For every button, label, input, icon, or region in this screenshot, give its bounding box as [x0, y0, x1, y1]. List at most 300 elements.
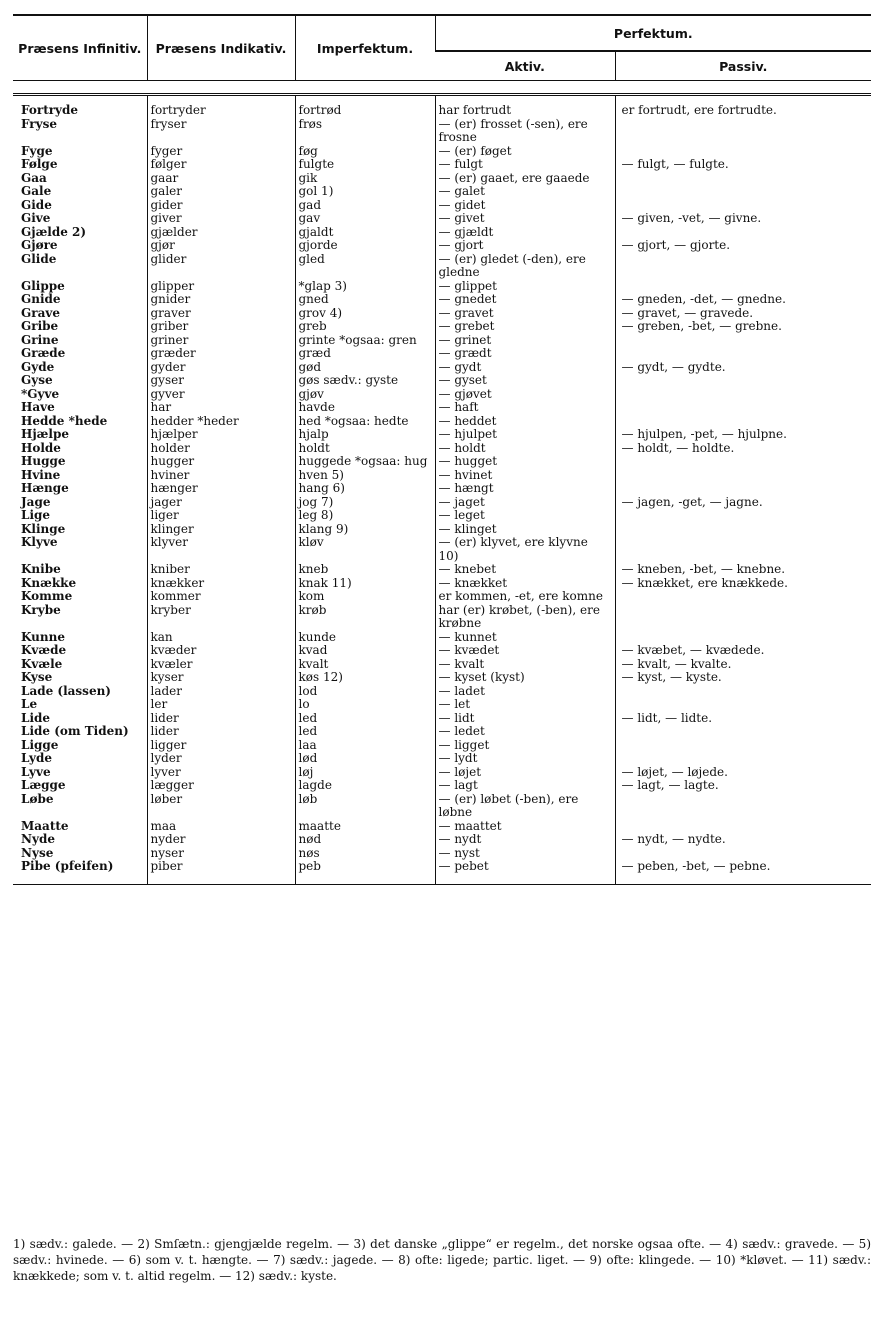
aktiv-cell: — haft	[435, 401, 615, 415]
aktiv-cell: — (er) klyvet, ere klyvne 10)	[435, 536, 615, 563]
table-row	[13, 428, 871, 442]
imperfektum-cell: gad	[295, 199, 435, 213]
infinitiv-cell: Lyve	[21, 764, 51, 779]
infinitiv-cell: Følge	[21, 157, 58, 171]
table-row	[13, 793, 871, 820]
passiv-cell	[615, 847, 871, 861]
table-row	[13, 361, 871, 375]
imperfektum-cell: grinte *ogsaa: gren	[295, 334, 435, 348]
indikativ-cell: hugger	[147, 455, 295, 469]
imperfektum-cell: kunde	[295, 631, 435, 645]
passiv-cell	[615, 536, 871, 563]
infinitiv-cell: Lide (om Tiden)	[21, 724, 129, 738]
infinitiv-cell: Fortryde	[21, 103, 79, 117]
imperfektum-cell: hed *ogsaa: hedte	[295, 415, 435, 429]
passiv-cell: er fortrudt, ere fortrudte.	[615, 95, 871, 118]
infinitiv-cell: Lade (lassen)	[21, 683, 111, 698]
imperfektum-cell: lagde	[295, 779, 435, 793]
indikativ-cell: kryber	[147, 604, 295, 631]
table-row	[13, 712, 871, 726]
indikativ-cell: lader	[147, 685, 295, 699]
passiv-cell	[615, 401, 871, 415]
indikativ-cell: giver	[147, 212, 295, 226]
table-bottom-rule	[13, 884, 871, 885]
infinitiv-cell: Lyde	[21, 751, 53, 765]
indikativ-cell: graver	[147, 307, 295, 321]
infinitiv-cell: Løbe	[21, 791, 54, 806]
table-row	[13, 347, 871, 361]
imperfektum-cell: grov 4)	[295, 307, 435, 321]
passiv-cell	[615, 185, 871, 199]
table-row	[13, 590, 871, 604]
infinitiv-cell: Fryse	[21, 116, 57, 131]
indikativ-cell: gider	[147, 199, 295, 213]
imperfektum-cell: gol 1)	[295, 185, 435, 199]
header-aktiv: Aktiv.	[435, 51, 615, 81]
table-row	[13, 455, 871, 469]
infinitiv-cell: Gribe	[21, 319, 59, 333]
infinitiv-cell: Give	[21, 211, 51, 225]
imperfektum-cell: gød	[295, 361, 435, 375]
aktiv-cell: har (er) krøbet, (-ben), ere krøbne	[435, 604, 615, 631]
infinitiv-cell: Knibe	[21, 562, 61, 576]
aktiv-cell: — (er) gledet (-den), ere gledne	[435, 253, 615, 280]
table-row	[13, 644, 871, 658]
indikativ-cell: griner	[147, 334, 295, 348]
aktiv-cell: — kvædet	[435, 644, 615, 658]
infinitiv-cell: Komme	[21, 589, 73, 603]
aktiv-cell: — knækket	[435, 577, 615, 591]
indikativ-cell: kvæder	[147, 644, 295, 658]
aktiv-cell: — gydt	[435, 361, 615, 375]
footnotes: 1) sædv.: galede. — 2) Smſætn.: gjengjælde regelm. — 3) det danske „glippe“ er regelm., det norske ogsaa ofte. — 4) sædv.: gravede. — 5) sædv.: hvinede. — 6) som v. t. hængte. — 7) sædv.: jagede. — 8) ofte: ligede; partic. liget. — 9) ofte: klingede. — 10) *kløvet. — 11) sædv.: knækkede; som v. t. altid regelm. — 12) sædv.: kyste.	[13, 1237, 871, 1283]
aktiv-cell: — givet	[435, 212, 615, 226]
infinitiv-cell: Ligge	[21, 737, 59, 752]
passiv-cell: — gneden, -det, — gnedne.	[615, 293, 871, 307]
infinitiv-cell: Klinge	[21, 521, 66, 536]
aktiv-cell: — (er) gaaet, ere gaaede	[435, 172, 615, 186]
table-row	[13, 523, 871, 537]
table-row	[13, 847, 871, 861]
indikativ-cell: hænger	[147, 482, 295, 496]
imperfektum-cell: løb	[295, 793, 435, 820]
table-row	[13, 185, 871, 199]
imperfektum-cell: frøs	[295, 118, 435, 145]
imperfektum-cell: løj	[295, 766, 435, 780]
aktiv-cell: — ledet	[435, 725, 615, 739]
aktiv-cell: — (er) løbet (-ben), ere løbne	[435, 793, 615, 820]
passiv-cell: — kvalt, — kvalte.	[615, 658, 871, 672]
aktiv-cell: — hugget	[435, 455, 615, 469]
indikativ-cell: liger	[147, 509, 295, 523]
indikativ-cell: klinger	[147, 523, 295, 537]
indikativ-cell: lider	[147, 712, 295, 726]
aktiv-cell: — grædt	[435, 347, 615, 361]
table-row	[13, 334, 871, 348]
table-row	[13, 158, 871, 172]
header-passiv: Passiv.	[615, 51, 871, 81]
aktiv-cell: — hvinet	[435, 469, 615, 483]
passiv-cell	[615, 145, 871, 159]
imperfektum-cell: gik	[295, 172, 435, 186]
aktiv-cell: — leget	[435, 509, 615, 523]
passiv-cell: — gravet, — gravede.	[615, 307, 871, 321]
verb-table-page	[13, 14, 871, 885]
indikativ-cell: kvæler	[147, 658, 295, 672]
infinitiv-cell: Grave	[21, 305, 60, 320]
table-row	[13, 293, 871, 307]
passiv-cell	[615, 455, 871, 469]
table-row	[13, 779, 871, 793]
table-row	[13, 374, 871, 388]
table-row	[13, 698, 871, 712]
indikativ-cell: gyver	[147, 388, 295, 402]
verb-conjugation-table	[13, 14, 871, 884]
passiv-cell	[615, 685, 871, 699]
table-body	[13, 95, 871, 884]
aktiv-cell: — kvalt	[435, 658, 615, 672]
aktiv-cell: — (er) føget	[435, 145, 615, 159]
imperfektum-cell: gav	[295, 212, 435, 226]
imperfektum-cell: holdt	[295, 442, 435, 456]
table-row	[13, 401, 871, 415]
header-perfektum: Perfektum.	[435, 15, 871, 51]
indikativ-cell: gjør	[147, 239, 295, 253]
indikativ-cell: maa	[147, 820, 295, 834]
infinitiv-cell: Lægge	[21, 778, 66, 792]
passiv-cell	[615, 415, 871, 429]
imperfektum-cell: fortrød	[295, 95, 435, 118]
aktiv-cell: — knebet	[435, 563, 615, 577]
aktiv-cell: — ligget	[435, 739, 615, 753]
infinitiv-cell: Lige	[21, 508, 51, 522]
infinitiv-cell: Grine	[21, 332, 59, 347]
passiv-cell	[615, 469, 871, 483]
table-row	[13, 320, 871, 334]
indikativ-cell: gjælder	[147, 226, 295, 240]
passiv-cell	[615, 820, 871, 834]
aktiv-cell: — gjældt	[435, 226, 615, 240]
imperfektum-cell: knak 11)	[295, 577, 435, 591]
aktiv-cell: — gravet	[435, 307, 615, 321]
table-row	[13, 239, 871, 253]
indikativ-cell: gyder	[147, 361, 295, 375]
infinitiv-cell: Fyge	[21, 143, 53, 158]
passiv-cell	[615, 482, 871, 496]
imperfektum-cell: havde	[295, 401, 435, 415]
imperfektum-cell: led	[295, 712, 435, 726]
indikativ-cell: hjælper	[147, 428, 295, 442]
table-row	[13, 739, 871, 753]
infinitiv-cell: Nyse	[21, 845, 54, 860]
table-row	[13, 172, 871, 186]
table-row	[13, 766, 871, 780]
infinitiv-cell: Jage	[21, 494, 51, 509]
infinitiv-cell: Kyse	[21, 670, 53, 684]
imperfektum-cell: klang 9)	[295, 523, 435, 537]
header-praesens-infinitiv: Præsens Infinitiv.	[13, 15, 147, 81]
table-row	[13, 307, 871, 321]
table-row	[13, 820, 871, 834]
table-row	[13, 253, 871, 280]
passiv-cell: — greben, -bet, — grebne.	[615, 320, 871, 334]
table-row	[13, 658, 871, 672]
passiv-cell	[615, 388, 871, 402]
aktiv-cell: — gidet	[435, 199, 615, 213]
indikativ-cell: kyser	[147, 671, 295, 685]
passiv-cell: — kvæbet, — kvædede.	[615, 644, 871, 658]
indikativ-cell: fortryder	[147, 95, 295, 118]
passiv-cell	[615, 752, 871, 766]
infinitiv-cell: Gjælde 2)	[21, 224, 87, 239]
infinitiv-cell: Græde	[21, 346, 66, 360]
passiv-cell	[615, 698, 871, 712]
table-row	[13, 563, 871, 577]
infinitiv-cell: Gide	[21, 197, 52, 212]
table-row	[13, 199, 871, 213]
imperfektum-cell: hjalp	[295, 428, 435, 442]
infinitiv-cell: Holde	[21, 440, 61, 455]
infinitiv-cell: Gyse	[21, 373, 53, 387]
indikativ-cell: nyser	[147, 847, 295, 861]
aktiv-cell: — klinget	[435, 523, 615, 537]
infinitiv-cell: Nyde	[21, 832, 55, 846]
indikativ-cell: griber	[147, 320, 295, 334]
imperfektum-cell: jog 7)	[295, 496, 435, 510]
imperfektum-cell: græd	[295, 347, 435, 361]
imperfektum-cell: laa	[295, 739, 435, 753]
table-row	[13, 577, 871, 591]
table-row	[13, 469, 871, 483]
passiv-cell	[615, 590, 871, 604]
imperfektum-cell: gøs sædv.: gyste	[295, 374, 435, 388]
table-row	[13, 388, 871, 402]
indikativ-cell: lider	[147, 725, 295, 739]
infinitiv-cell: Gnide	[21, 292, 61, 306]
passiv-cell: — knækket, ere knækkede.	[615, 577, 871, 591]
indikativ-cell: kniber	[147, 563, 295, 577]
aktiv-cell: — nydt	[435, 833, 615, 847]
imperfektum-cell: kneb	[295, 563, 435, 577]
imperfektum-cell: lo	[295, 698, 435, 712]
indikativ-cell: gnider	[147, 293, 295, 307]
table-row	[13, 604, 871, 631]
indikativ-cell: galer	[147, 185, 295, 199]
aktiv-cell: — heddet	[435, 415, 615, 429]
passiv-cell: — given, -vet, — givne.	[615, 212, 871, 226]
imperfektum-cell: gled	[295, 253, 435, 280]
table-row	[13, 415, 871, 429]
infinitiv-cell: Knække	[21, 575, 77, 590]
passiv-cell	[615, 172, 871, 186]
aktiv-cell: — kyset (kyst)	[435, 671, 615, 685]
indikativ-cell: klyver	[147, 536, 295, 563]
aktiv-cell: — galet	[435, 185, 615, 199]
imperfektum-cell: kvalt	[295, 658, 435, 672]
imperfektum-cell: lød	[295, 752, 435, 766]
aktiv-cell: — gjort	[435, 239, 615, 253]
passiv-cell	[615, 347, 871, 361]
imperfektum-cell: kom	[295, 590, 435, 604]
indikativ-cell: holder	[147, 442, 295, 456]
aktiv-cell: — (er) frosset (-sen), ere frosne	[435, 118, 615, 145]
aktiv-cell: — grebet	[435, 320, 615, 334]
infinitiv-cell: Hænge	[21, 481, 69, 495]
infinitiv-cell: Hugge	[21, 454, 66, 468]
passiv-cell: — holdt, — holdte.	[615, 442, 871, 456]
aktiv-cell: — lagt	[435, 779, 615, 793]
passiv-cell	[615, 280, 871, 294]
imperfektum-cell: nøs	[295, 847, 435, 861]
aktiv-cell: — gyset	[435, 374, 615, 388]
passiv-cell	[615, 739, 871, 753]
passiv-cell	[615, 793, 871, 820]
aktiv-cell: har fortrudt	[435, 95, 615, 118]
aktiv-cell: — kunnet	[435, 631, 615, 645]
passiv-cell	[615, 509, 871, 523]
imperfektum-cell: gjorde	[295, 239, 435, 253]
aktiv-cell: — maattet	[435, 820, 615, 834]
infinitiv-cell: Kunne	[21, 629, 65, 644]
imperfektum-cell: køs 12)	[295, 671, 435, 685]
passiv-cell	[615, 523, 871, 537]
indikativ-cell: jager	[147, 496, 295, 510]
passiv-cell: — jagen, -get, — jagne.	[615, 496, 871, 510]
aktiv-cell: — lidt	[435, 712, 615, 726]
imperfektum-cell: kløv	[295, 536, 435, 563]
indikativ-cell: glider	[147, 253, 295, 280]
passiv-cell	[615, 725, 871, 739]
infinitiv-cell: Kvæde	[21, 643, 67, 657]
passiv-cell: — peben, -bet, — pebne.	[615, 860, 871, 884]
infinitiv-cell: Hvine	[21, 467, 61, 482]
imperfektum-cell: fulgte	[295, 158, 435, 172]
passiv-cell: — nydt, — nydte.	[615, 833, 871, 847]
imperfektum-cell: huggede *ogsaa: hug	[295, 455, 435, 469]
passiv-cell: — lidt, — lidte.	[615, 712, 871, 726]
imperfektum-cell: hven 5)	[295, 469, 435, 483]
imperfektum-cell: krøb	[295, 604, 435, 631]
passiv-cell: — lagt, — lagte.	[615, 779, 871, 793]
indikativ-cell: kan	[147, 631, 295, 645]
aktiv-cell: — lydt	[435, 752, 615, 766]
indikativ-cell: hedder *heder	[147, 415, 295, 429]
imperfektum-cell: nød	[295, 833, 435, 847]
table-row	[13, 145, 871, 159]
table-row	[13, 685, 871, 699]
header-imperfektum: Imperfektum.	[295, 15, 435, 81]
table-row	[13, 631, 871, 645]
indikativ-cell: løber	[147, 793, 295, 820]
passiv-cell	[615, 631, 871, 645]
passiv-cell: — kyst, — kyste.	[615, 671, 871, 685]
infinitiv-cell: *Gyve	[21, 386, 60, 401]
table-row	[13, 280, 871, 294]
imperfektum-cell: peb	[295, 860, 435, 884]
passiv-cell	[615, 374, 871, 388]
imperfektum-cell: leg 8)	[295, 509, 435, 523]
indikativ-cell: har	[147, 401, 295, 415]
imperfektum-cell: greb	[295, 320, 435, 334]
aktiv-cell: — jaget	[435, 496, 615, 510]
infinitiv-cell: Pibe (pfeifen)	[21, 859, 114, 873]
indikativ-cell: græder	[147, 347, 295, 361]
aktiv-cell: — grinet	[435, 334, 615, 348]
indikativ-cell: gaar	[147, 172, 295, 186]
aktiv-cell: — holdt	[435, 442, 615, 456]
aktiv-cell: — hængt	[435, 482, 615, 496]
table-row	[13, 725, 871, 739]
imperfektum-cell: lod	[295, 685, 435, 699]
imperfektum-cell: kvad	[295, 644, 435, 658]
table-row	[13, 482, 871, 496]
infinitiv-cell: Klyve	[21, 535, 58, 549]
table-row	[13, 509, 871, 523]
passiv-cell	[615, 604, 871, 631]
indikativ-cell: lægger	[147, 779, 295, 793]
table-row	[13, 536, 871, 563]
table-row	[13, 226, 871, 240]
passiv-cell	[615, 118, 871, 145]
passiv-cell: — hjulpen, -pet, — hjulpne.	[615, 428, 871, 442]
indikativ-cell: piber	[147, 860, 295, 884]
table-row	[13, 212, 871, 226]
passiv-cell: — løjet, — løjede.	[615, 766, 871, 780]
aktiv-cell: — gjøvet	[435, 388, 615, 402]
indikativ-cell: knækker	[147, 577, 295, 591]
imperfektum-cell: gned	[295, 293, 435, 307]
passiv-cell	[615, 253, 871, 280]
infinitiv-cell: Kvæle	[21, 656, 63, 671]
passiv-cell: — gjort, — gjorte.	[615, 239, 871, 253]
indikativ-cell: lyder	[147, 752, 295, 766]
indikativ-cell: gyser	[147, 374, 295, 388]
indikativ-cell: kommer	[147, 590, 295, 604]
table-row	[13, 95, 871, 118]
indikativ-cell: fryser	[147, 118, 295, 145]
aktiv-cell: — gnedet	[435, 293, 615, 307]
imperfektum-cell: led	[295, 725, 435, 739]
aktiv-cell: — løjet	[435, 766, 615, 780]
infinitiv-cell: Glide	[21, 251, 57, 266]
infinitiv-cell: Gaa	[21, 170, 47, 185]
infinitiv-cell: Krybe	[21, 602, 61, 617]
table-row	[13, 752, 871, 766]
infinitiv-cell: Hedde *hede	[21, 413, 108, 428]
aktiv-cell: er kommen, -et, ere komne	[435, 590, 615, 604]
passiv-cell: — kneben, -bet, — knebne.	[615, 563, 871, 577]
table-row	[13, 496, 871, 510]
infinitiv-cell: Le	[21, 697, 38, 711]
indikativ-cell: hviner	[147, 469, 295, 483]
indikativ-cell: ler	[147, 698, 295, 712]
table-row	[13, 860, 871, 884]
table-row	[13, 442, 871, 456]
aktiv-cell: — pebet	[435, 860, 615, 884]
aktiv-cell: — glippet	[435, 280, 615, 294]
imperfektum-cell: gjøv	[295, 388, 435, 402]
indikativ-cell: lyver	[147, 766, 295, 780]
passiv-cell	[615, 199, 871, 213]
aktiv-cell: — fulgt	[435, 158, 615, 172]
indikativ-cell: følger	[147, 158, 295, 172]
passiv-cell	[615, 334, 871, 348]
aktiv-cell: — nyst	[435, 847, 615, 861]
indikativ-cell: glipper	[147, 280, 295, 294]
infinitiv-cell: Lide	[21, 710, 51, 725]
indikativ-cell: fyger	[147, 145, 295, 159]
aktiv-cell: — hjulpet	[435, 428, 615, 442]
